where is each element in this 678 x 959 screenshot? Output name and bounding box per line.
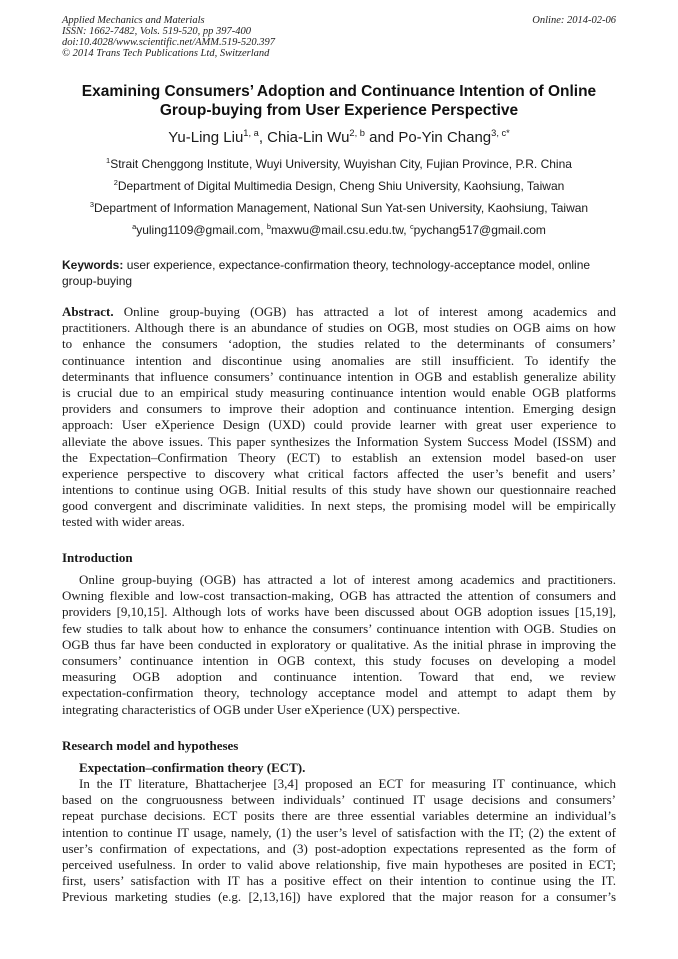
affiliation-marker: 1 — [106, 156, 111, 165]
email-marker: b — [266, 222, 272, 231]
journal-header — [62, 15, 275, 59]
author-list — [20, 128, 658, 148]
affiliation-marker: 3 — [89, 200, 95, 209]
introduction-line: few studies to talk about how to enhance the consumers’ continuance intention with OGB. Studies on — [62, 620, 616, 636]
section-heading-research-model: Research model and hypotheses — [62, 738, 239, 753]
affiliation-marker: 2 — [113, 178, 118, 187]
subsection-heading-ect: Expectation–confirmation theory (ECT). — [79, 760, 306, 775]
abstract-line: good convergent and discriminate validities. In next steps, the promising model will be empirically — [62, 498, 616, 514]
author-emails — [20, 222, 658, 238]
introduction-line: consumers’ continuance intention in OGB context, this study focuses on developing a model — [62, 652, 616, 668]
ect-paragraph — [62, 776, 616, 906]
author-separator: , — [258, 129, 268, 146]
keywords-label: Keywords: — [62, 258, 124, 272]
abstract-line: alleviate the above issues. This paper synthesizes the Information System Success Model (ISSM) and — [62, 433, 616, 449]
author-superscript: 1, a — [243, 128, 259, 138]
abstract-line: is crucial due to an empirical study measuring continuance intention would enable OGB platforms — [62, 384, 616, 400]
introduction-line: providers [9,10,15]. Although lots of works have been discussed about OGB adoption issues [15,19], — [62, 604, 616, 620]
introduction-line: expectation-confirmation theory, technology acceptance model and attempt to adapt them by — [62, 685, 616, 701]
abstract-line: to enhance the consumers ‘adoption, the studies related to the determinants of consumers’ — [62, 336, 616, 352]
introduction-line: Online group-buying (OGB) has attracted a lot of interest among academics and practitioners. — [79, 572, 616, 587]
abstract — [62, 304, 616, 531]
affiliation-text: Department of Information Management, National Sun Yat-sen University, Kaohsiung, Taiwan — [94, 201, 589, 215]
affiliation-text: Department of Digital Multimedia Design, Cheng Shiu University, Kaohsiung, Taiwan — [117, 179, 565, 193]
journal-name: Applied Mechanics and Materials — [62, 15, 205, 26]
abstract-line: tested with wider areas. — [62, 514, 185, 530]
author-name: Yu-Ling Liu — [168, 129, 244, 146]
introduction-line: OGB thus far have been conducted in exploratory or qualitative. As the initial phrase in improving the — [62, 636, 616, 652]
email-address[interactable]: maxwu@mail.csu.edu.tw, — [271, 223, 410, 237]
author-name: Chia-Lin Wu — [267, 129, 350, 146]
introduction-line: measuring OGB adoption and continuance intention. Toward that end, we review — [62, 669, 616, 685]
introduction-line: integrating characteristics of OGB under User eXperience (UX) perspective. — [62, 701, 461, 717]
abstract-line: practitioners. Although there is an abundance of studies on OGB, most studies on OGB aims on how — [62, 320, 616, 336]
affiliation-text: Strait Chenggong Institute, Wuyi University, Wuyishan City, Fujian Province, P.R. China — [110, 157, 572, 171]
abstract-line: approach: User eXperience Design (UXD) could provide learner with great user experience to — [62, 417, 616, 433]
abstract-line: providers and consumers to improve their adoption and continuance intention. Emerging design — [62, 401, 616, 417]
ect-line: based on the congruousness between individuals’ continued IT usage decisions and consumers’ — [62, 792, 616, 808]
introduction-paragraph — [62, 572, 616, 718]
title-line: Examining Consumers’ Adoption and Continuance Intention of Online — [81, 83, 597, 100]
title-line: Group-buying from User Experience Perspective — [159, 102, 519, 119]
abstract-line: experience perspective to discovery what critical factors affected the user’s benefit and users’ — [62, 465, 616, 481]
keywords-text: group-buying — [62, 274, 133, 288]
ect-line: repeat purchase decisions. ECT posits there are three essential variables determine an individual’s — [62, 808, 616, 824]
abstract-line: the Expectation–Confirmation Theory (ECT) to establish an extension model based-on user — [62, 449, 616, 465]
author-superscript: 3, c* — [491, 128, 510, 138]
doi-line: doi:10.4028/www.scientific.net/AMM.519-520.397 — [62, 37, 275, 48]
paper-title — [40, 82, 638, 120]
ect-line: first, users’ satisfaction with IT has a positive effect on their intention to continue using the IT. — [62, 873, 616, 889]
email-address[interactable]: pychang517@gmail.com — [413, 223, 546, 237]
introduction-line: Owning flexible and low-cost transaction-making, OGB has attracted the attention of consumers and — [62, 588, 616, 604]
affiliation — [20, 156, 658, 172]
issn-line: ISSN: 1662-7482, Vols. 519-520, pp 397-400 — [62, 26, 251, 37]
email-marker: c — [409, 222, 414, 231]
ect-line: In the IT literature, Bhattacherjee [3,4] proposed an ECT for measuring IT continuance, which — [79, 776, 616, 791]
affiliation — [20, 178, 658, 194]
ect-line: user’s confirmation of expectations, and (3) post-adoption expectations represented as the form of — [62, 840, 616, 856]
online-date: Online: 2014-02-06 — [532, 15, 616, 26]
ect-line: perceived usefulness. In order to valid above relationship, five main hypotheses are posited in ECT; — [62, 856, 616, 872]
author-separator: and — [364, 129, 399, 146]
ect-line: Previous marketing studies (e.g. [2,13,16]) have explored that the major reason for a consumer’s — [62, 889, 616, 905]
author-superscript: 2, b — [349, 128, 365, 138]
keywords — [62, 257, 616, 289]
abstract-line: continuance intention and discontinue using anomalies are still insufficient. To identify the — [62, 352, 616, 368]
email-marker: a — [132, 222, 137, 231]
abstract-line: determinants that influence consumers’ continuance intention in OGB and establish generalize ability — [62, 368, 616, 384]
ect-line: intention to continue IT usage, namely, (1) the user’s level of satisfaction with the IT; (2) the extent of — [62, 824, 616, 840]
section-heading-introduction: Introduction — [62, 550, 133, 565]
copyright-line: © 2014 Trans Tech Publications Ltd, Switzerland — [62, 48, 270, 59]
abstract-line: intentions to continue using OGB. Initial results of this study have shown our questionnaire reached — [62, 482, 616, 498]
email-address[interactable]: yuling1109@gmail.com, — [136, 223, 267, 237]
abstract-label: Abstract. — [62, 304, 114, 319]
author-name: Po-Yin Chang — [398, 129, 492, 146]
affiliation — [20, 200, 658, 216]
abstract-line: Online group-buying (OGB) has attracted a lot of interest among academics and — [113, 304, 616, 319]
keywords-text: user experience, expectance-confirmation theory, technology-acceptance model, online — [123, 258, 591, 272]
